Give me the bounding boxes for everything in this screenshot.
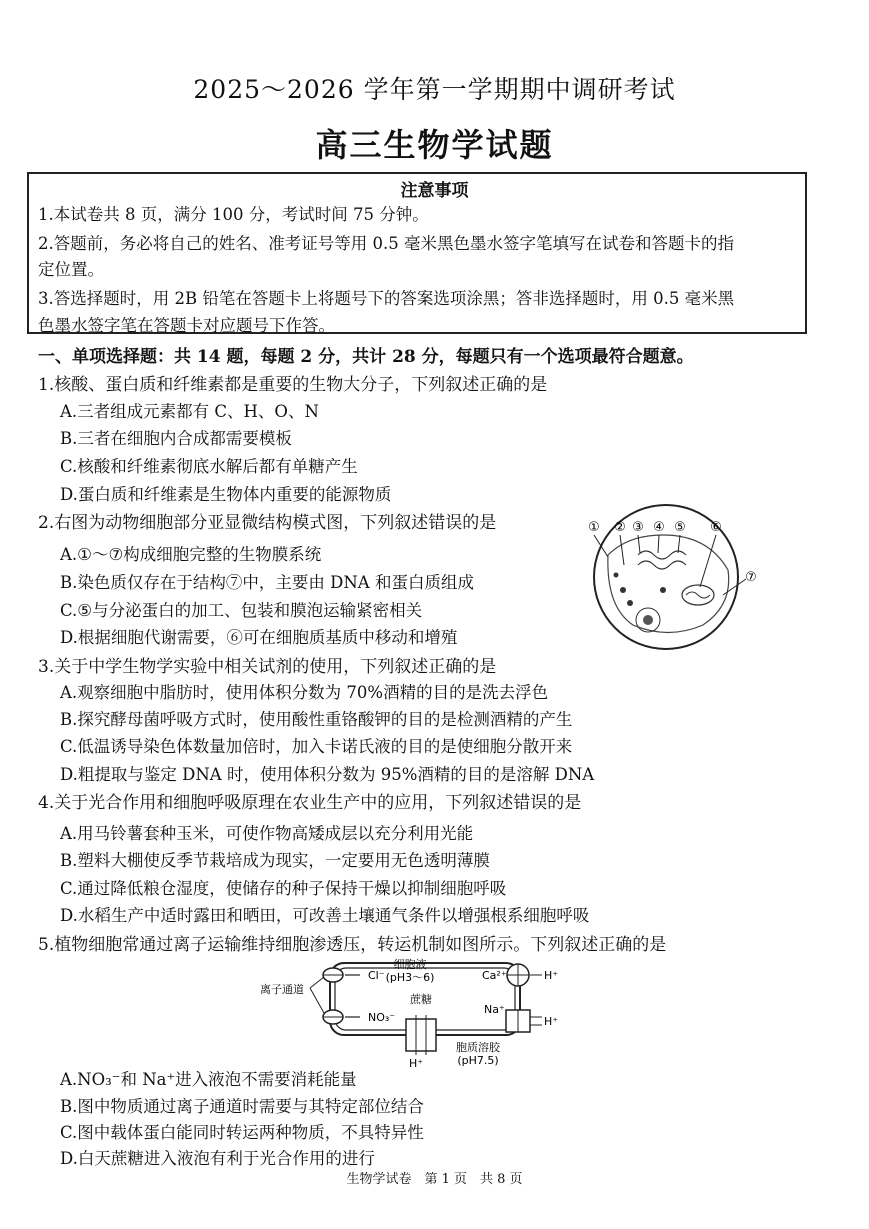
question-option: C.⑤与分泌蛋白的加工、包装和膜泡运输紧密相关: [60, 601, 423, 620]
question-option: A.NO₃⁻和 Na⁺进入液泡不需要消耗能量: [60, 1070, 357, 1089]
channel-label: 离子通道: [260, 983, 304, 996]
figure-label: ⑤: [674, 520, 686, 535]
figure-label: ⑥: [710, 520, 722, 535]
question-option: D.根据细胞代谢需要，⑥可在细胞质基质中移动和增殖: [60, 628, 458, 647]
cell-structure-figure: [568, 495, 778, 650]
question-option: B.染色质仅存在于结构⑦中，主要由 DNA 和蛋白质组成: [60, 573, 474, 592]
figure-label: ③: [632, 520, 644, 535]
question-option: A.三者组成元素都有 C、H、O、N: [60, 402, 319, 421]
question-option: B.图中物质通过离子通道时需要与其特定部位结合: [60, 1097, 424, 1116]
h-label: H⁺: [408, 1057, 424, 1070]
question-option: D.白天蔗糖进入液泡有利于光合作用的进行: [60, 1149, 375, 1168]
figure-label: ⑦: [745, 570, 757, 585]
question-option: C.图中载体蛋白能同时转运两种物质，不具特异性: [60, 1123, 424, 1142]
question-option: D.水稻生产中适时露田和晒田，可改善土壤通气条件以增强根系细胞呼吸: [60, 906, 590, 925]
ion-transport-figure: [250, 955, 580, 1070]
question-option: B.塑料大棚使反季节栽培成为现实，一定要用无色透明薄膜: [60, 851, 490, 870]
question-option: B.探究酵母菌呼吸方式时，使用酸性重铬酸钾的目的是检测酒精的产生: [60, 710, 573, 729]
question-stem: 5.植物细胞常通过离子运输维持细胞渗透压，转运机制如图所示。下列叙述正确的是: [38, 935, 667, 955]
question-option: A.①～⑦构成细胞完整的生物膜系统: [60, 545, 322, 564]
paper-title: 高三生物学试题: [315, 126, 554, 164]
na-label: Na⁺: [484, 1003, 505, 1016]
figure-label: ①: [588, 520, 600, 535]
h-label: H⁺: [544, 969, 559, 982]
sucrose-label: 蔗糖: [410, 993, 432, 1006]
question-stem: 3.关于中学生物学实验中相关试剂的使用，下列叙述正确的是: [38, 657, 497, 677]
question-option: C.核酸和纤维素彻底水解后都有单糖产生: [60, 457, 358, 476]
notice-heading: 注意事项: [400, 181, 469, 201]
cl-label: Cl⁻: [368, 969, 385, 982]
notice-line: 3.答选择题时，用 2B 铅笔在答题卡上将题号下的答案选项涂黑；答非选择题时，用 0.5 毫米黑: [38, 289, 735, 308]
question-option: D.蛋白质和纤维素是生物体内重要的能源物质: [60, 485, 392, 504]
question-option: A.用马铃薯套种玉米，可使作物高矮成层以充分利用光能: [60, 824, 474, 843]
notice-line: 1.本试卷共 8 页，满分 100 分，考试时间 75 分钟。: [38, 205, 429, 224]
question-option: C.低温诱导染色体数量加倍时，加入卡诺氏液的目的是使细胞分散开来: [60, 737, 573, 756]
vacuole-label: 细胞液: [393, 958, 427, 971]
question-stem: 1.核酸、蛋白质和纤维素都是重要的生物大分子，下列叙述正确的是: [38, 375, 548, 395]
question-option: D.粗提取与鉴定 DNA 时，使用体积分数为 95%酒精的目的是溶解 DNA: [60, 765, 595, 784]
figure-label: ④: [653, 520, 665, 535]
vacuole-ph: (pH3～6): [385, 971, 435, 984]
question-option: C.通过降低粮仓湿度，使储存的种子保持干燥以抑制细胞呼吸: [60, 879, 507, 898]
notice-line: 定位置。: [38, 260, 104, 279]
cytoplasm-ph: (pH7.5): [457, 1054, 499, 1067]
no3-label: NO₃⁻: [368, 1011, 396, 1024]
question-option: B.三者在细胞内合成都需要模板: [60, 429, 292, 448]
question-option: A.观察细胞中脂肪时，使用体积分数为 70%酒精的目的是洗去浮色: [60, 683, 549, 702]
ca-label: Ca²⁺: [482, 969, 507, 982]
cytoplasm-label: 胞质溶胶: [456, 1041, 500, 1054]
page-footer: 生物学试卷 第 1 页 共 8 页: [346, 1172, 523, 1187]
figure-label: ②: [614, 520, 626, 535]
exam-title: 2025～2026 学年第一学期期中调研考试: [193, 75, 676, 104]
section-heading: 一、单项选择题：共 14 题，每题 2 分，共计 28 分，每题只有一个选项最符合题意。: [38, 347, 694, 367]
question-stem: 4.关于光合作用和细胞呼吸原理在农业生产中的应用，下列叙述错误的是: [38, 793, 582, 813]
question-stem: 2.右图为动物细胞部分亚显微结构模式图，下列叙述错误的是: [38, 513, 497, 533]
h-label: H⁺: [544, 1015, 559, 1028]
notice-line: 色墨水签字笔在答题卡对应题号下作答。: [38, 316, 335, 335]
notice-line: 2.答题前，务必将自己的姓名、准考证号等用 0.5 毫米黑色墨水签字笔填写在试卷和答题卡的指: [38, 234, 734, 253]
